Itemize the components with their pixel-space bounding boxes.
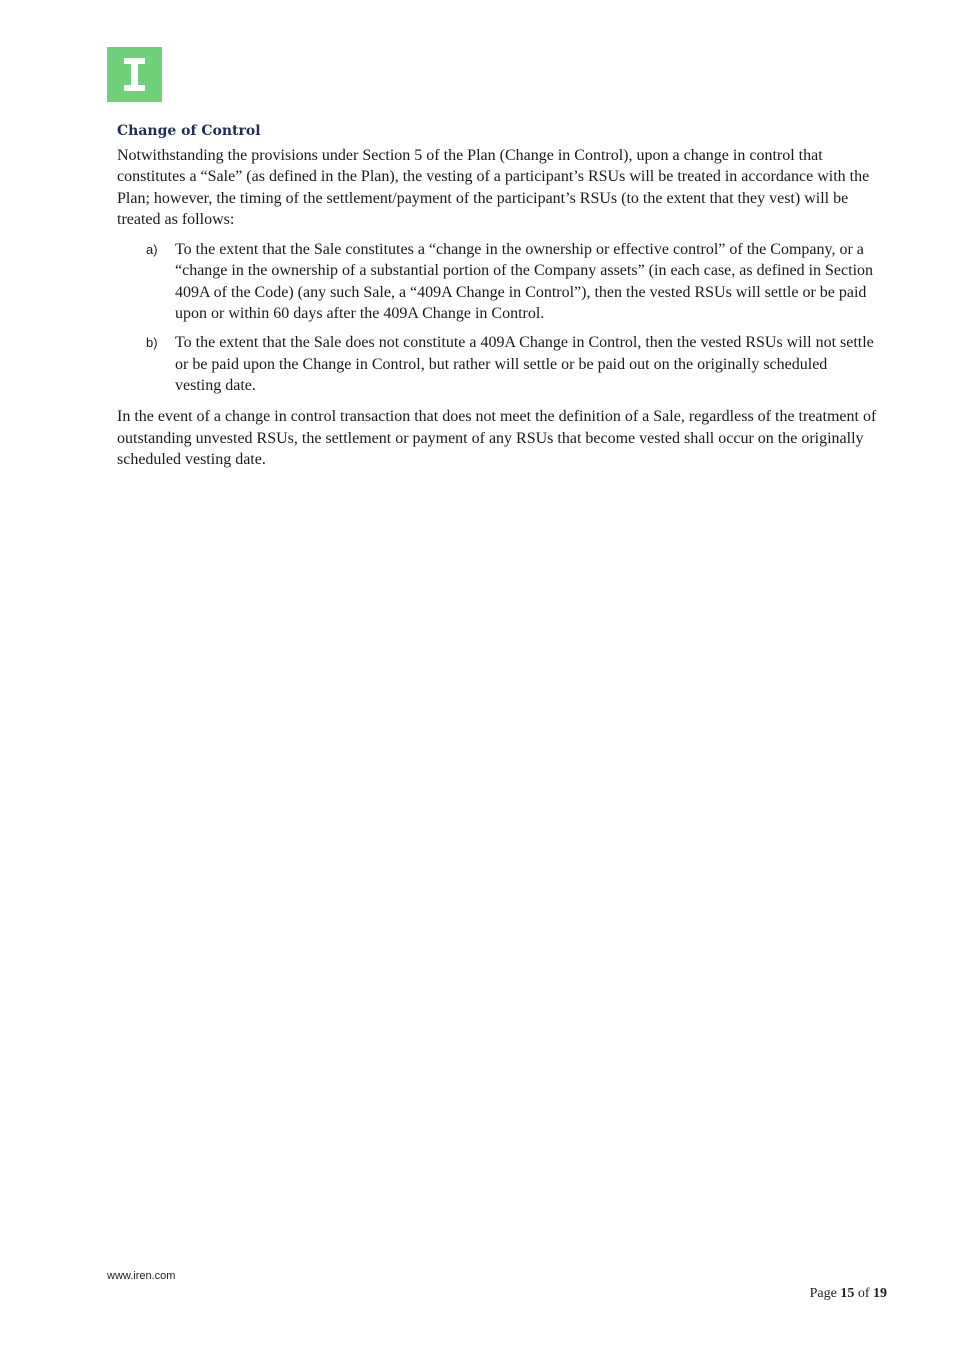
company-logo [107, 47, 162, 102]
closing-paragraph: In the event of a change in control transaction that does not meet the definition of a Sale, regardless of the treatment of outstanding unvested RSUs, the settlement or payment of any RSUs that become vested shall occur on the originally scheduled vesting date. [117, 408, 877, 468]
page-of: of [857, 1286, 870, 1301]
list-marker: b) [146, 335, 158, 351]
list-item-text: To the extent that the Sale constitutes a “change in the ownership or effective control” of the Company, or a “change in the ownership of a substantial portion of the Company assets” (in each case, as defined in Section 409A of the Code) (any such Sale, a “409A Change in Control”), then the vested RSUs will settle or be paid upon or within 60 days after the 409A Change in Control. [175, 241, 874, 323]
section-heading: Change of Control [117, 123, 261, 139]
intro-paragraph: Notwithstanding the provisions under Section 5 of the Plan (Change in Control), upon a change in control that constitutes a “Sale” (as defined in the Plan), the vesting of a participant’s RSUs will be treated in accordance with the Plan; however, the timing of the settlement/payment of the participant’s RSUs (to the extent that they vest) will be treated as follows: [117, 147, 870, 228]
settlement-list [117, 239, 877, 396]
logo-letter-icon [107, 47, 162, 102]
page-prefix: Page [809, 1286, 837, 1301]
footer-website-link[interactable]: www.iren.com [107, 1270, 176, 1282]
list-item [117, 332, 877, 396]
document-body [117, 121, 877, 470]
list-item [117, 239, 877, 324]
list-marker: a) [146, 242, 158, 258]
page-total: 19 [873, 1286, 887, 1301]
page-current: 15 [840, 1286, 855, 1301]
list-item-text: To the extent that the Sale does not constitute a 409A Change in Control, then the vested RSUs will not settle or be paid upon the Change in Control, but rather will settle or be paid out on the originally scheduled vesting date. [175, 334, 874, 394]
page-number [810, 1286, 887, 1302]
